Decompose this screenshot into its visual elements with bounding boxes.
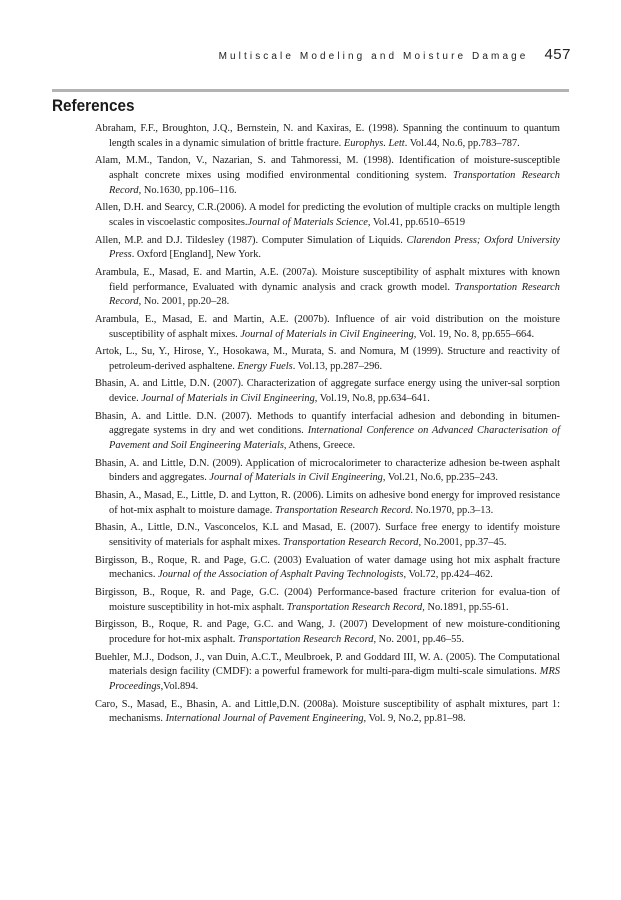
reference-entry	[95, 377, 560, 406]
reference-details: . Vol.13, pp.287–296.	[292, 360, 383, 372]
reference-entry	[95, 122, 560, 151]
reference-entry	[95, 201, 560, 230]
reference-details: No.1891, pp.55-61.	[424, 601, 509, 613]
reference-details: , Vol. 9, No.2, pp.81–98.	[363, 713, 466, 725]
reference-text: Bhasin, A. and Little, D.N. (2009). Application of microcalorimeter to characterize adhesion be-tween asphalt binders and aggregates.	[95, 457, 560, 484]
reference-text: Arambula, E., Masad, E. and Martin, A.E. (2007b). Influence of air void distribution on the moisture susceptibility of asphalt mixes.	[95, 313, 560, 340]
reference-entry	[95, 651, 560, 695]
reference-entry	[95, 554, 560, 583]
reference-venue: Energy Fuels	[237, 360, 293, 372]
reference-details: , Vol. 19, No. 8, pp.655–664.	[413, 328, 535, 340]
reference-text: Caro, S., Masad, E., Bhasin, A. and Little,D.N. (2008a). Moisture susceptibility of asphalt mixtures, part 1: mechanisms.	[95, 698, 560, 725]
reference-venue: MRS Proceedings	[109, 666, 560, 692]
reference-text: Buehler, M.J., Dodson, J., van Duin, A.C.T., Meulbroek, P. and Goddard III, W. A. (2005). The Computational materials design facility (CMDF): a powerful framework for multi-para-digm multi-scale simulations.	[95, 651, 560, 678]
reference-entry	[95, 313, 560, 342]
reference-venue: Transportation Research Record,	[109, 170, 560, 196]
reference-venue: Europhys. Lett	[343, 137, 405, 149]
reference-entry	[95, 234, 560, 263]
reference-details: No.1630, pp.106–116.	[141, 184, 237, 196]
reference-details: , No.2001, pp.37–45.	[418, 537, 507, 549]
reference-venue: Journal of Materials in Civil Engineering	[240, 328, 414, 340]
section-title: References	[52, 96, 135, 115]
reference-details: , Vol.41, pp.6510–6519	[367, 217, 466, 228]
reference-details: , No. 2001, pp.46–55.	[373, 633, 465, 645]
reference-entry	[95, 345, 560, 374]
reference-text: Allen, D.H. and Searcy, C.R.(2006). A model for predicting the evolution of multiple cracks on multiple length scales in viscoelastic composites.	[95, 202, 560, 228]
reference-text: Bhasin, A., Little, D.N., Vasconcelos, K.L and Masad, E. (2007). Surface free energy to identify moisture sensitivity of materials for asphalt mixes.	[95, 522, 560, 549]
reference-entry	[95, 521, 560, 550]
reference-details: . No.1970, pp.3–13.	[410, 504, 494, 516]
reference-text: Abraham, F.F., Broughton, J.Q., Bernstein, N. and Kaxiras, E. (1998). Spanning the continuum to quantum length scales in a dynamic simulation of brittle fracture.	[95, 123, 560, 149]
reference-venue: Transportation Research Record	[283, 537, 419, 549]
reference-venue: International Conference on Advanced Characterisation of Pavement and Soil Engineering Materials	[109, 425, 560, 452]
reference-text: Bhasin, A. and Little. D.N. (2007). Methods to quantify interfacial adhesion and debonding in bitumen-aggregate systems in dry and wet conditions.	[95, 410, 560, 437]
reference-details: . Vol.44, No.6, pp.783–787.	[404, 137, 520, 149]
page-number: 457	[544, 46, 571, 63]
reference-details: , Vol.21, No.6, pp.235–243.	[382, 472, 498, 484]
reference-venue: Transportation Research Record	[237, 633, 374, 645]
reference-text: Alam, M.M., Tandon, V., Nazarian, S. and Tahmoressi, M. (1998). Identification of moisture-susceptible asphalt concrete mixes using modified environmental conditioning system.	[95, 155, 560, 181]
reference-text: Bhasin, A. and Little, D.N. (2007). Characterization of aggregate surface energy using the univer-sal sorption device.	[95, 378, 560, 405]
reference-venue: Journal of Materials in Civil Engineering	[209, 472, 383, 484]
header-rule	[52, 89, 569, 92]
reference-details: , Vol.72, pp.424–462.	[403, 569, 493, 581]
reference-venue: Journal of the Association of Asphalt Paving Technologists	[158, 569, 404, 581]
reference-list	[95, 122, 560, 730]
reference-details: . Oxford [England], New York.	[131, 249, 262, 261]
reference-venue: Transportation Research Record	[274, 504, 411, 516]
running-head	[31, 46, 571, 63]
reference-entry	[95, 586, 560, 615]
reference-text: Birgisson, B., Roque, R. and Page, G.C. (2003) Evaluation of water damage using hot mix asphalt fracture mechanics.	[95, 554, 560, 581]
reference-entry	[95, 698, 560, 727]
reference-venue: Transportation Research Record	[109, 281, 560, 308]
reference-text: Artok, L., Su, Y., Hirose, Y., Hosokawa, M., Murata, S. and Nomura, M (1999). Structure and reactivity of petroleum-derived asphaltene.	[95, 346, 560, 372]
reference-details: , No. 2001, pp.20–28.	[138, 296, 230, 308]
reference-text: Birgisson, B., Roque, R. and Page, G.C. and Wang, J. (2007) Development of new moisture-conditioning procedure for hot-mix asphalt.	[95, 619, 560, 645]
reference-entry	[95, 618, 560, 647]
reference-venue: International Journal of Pavement Engineering	[165, 713, 364, 725]
reference-venue: Clarendon Press; Oxford University Press	[109, 234, 560, 261]
reference-entry	[95, 457, 560, 486]
reference-text: Allen, M.P. and D.J. Tildesley (1987). Computer Simulation of Liquids.	[95, 234, 407, 246]
reference-details: , Vol.19, No.8, pp.634–641.	[314, 393, 430, 405]
reference-entry	[95, 410, 560, 454]
reference-text: Birgisson, B., Roque, R. and Page, G.C. (2004) Performance-based fracture criterion for evalua-tion of moisture susceptibility in hot-mix asphalt.	[95, 586, 560, 613]
reference-venue: Journal of Materials in Civil Engineering	[141, 393, 315, 405]
reference-venue: Transportation Research Record,	[286, 601, 425, 613]
reference-details: ,Vol.894.	[160, 680, 199, 692]
reference-venue: Journal of Materials Science	[247, 217, 368, 228]
running-head-title: Multiscale Modeling and Moisture Damage	[218, 51, 529, 62]
reference-text: Arambula, E., Masad, E. and Martin, A.E. (2007a). Moisture susceptibility of asphalt mixtures with known field performance, Evaluated with dynamic analysis and crack growth model.	[95, 266, 560, 293]
reference-details: , Athens, Greece.	[283, 440, 356, 452]
reference-entry	[95, 489, 560, 518]
reference-entry	[95, 154, 560, 198]
reference-text: Bhasin, A., Masad, E., Little, D. and Lytton, R. (2006). Limits on adhesive bond energy for improved resistance of hot-mix asphalt to moisture damage.	[95, 490, 560, 516]
reference-entry	[95, 266, 560, 310]
